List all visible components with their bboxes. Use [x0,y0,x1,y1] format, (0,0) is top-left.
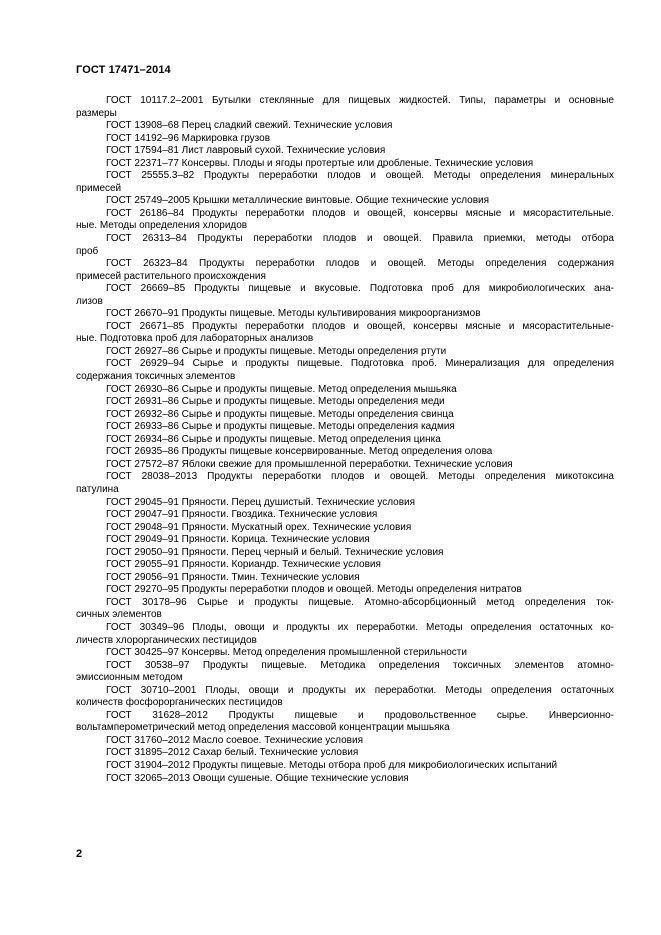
reference-entry [76,597,614,622]
reference-line-first: ГОСТ 26323–84 Продукты переработки плодов и овощей. Методы определения содержания [106,258,614,270]
reference-line-first: ГОСТ 29270–95 Продукты переработки плодов и овощей. Методы определения нитратов [106,584,522,596]
reference-entry [76,760,614,773]
reference-line-first: ГОСТ 29048–91 Пряности. Мускатный орех. Технические условия [106,521,412,533]
reference-entry [76,446,614,459]
reference-entry [76,396,614,409]
reference-line-first: ГОСТ 17594–81 Лист лавровый сухой. Технические условия [106,145,386,157]
normative-references-list [76,95,614,785]
reference-entry [76,434,614,447]
reference-entry [76,547,614,560]
reference-line-first: ГОСТ 25555.3–82 Продукты переработки плодов и овощей. Методы определения минеральных [106,170,614,182]
reference-line-first: ГОСТ 30178–96 Сырье и продукты пищевые. Атомно-абсорбционный метод определения ток- [106,596,614,608]
reference-line-continuation: ные. Методы определения хлоридов [76,220,248,232]
reference-entry [76,170,614,195]
reference-entry [76,747,614,760]
reference-entry [76,660,614,685]
reference-line-first: ГОСТ 30710–2001 Плоды, овощи и продукты их переработки. Методы определения остаточных [106,684,614,696]
reference-line-first: ГОСТ 25749–2005 Крышки металлические винтовые. Общие технические условия [106,195,490,207]
reference-line-continuation: размеры [76,107,117,119]
reference-entry [76,534,614,547]
reference-line-first: ГОСТ 26932–86 Сырье и продукты пищевые. Методы определения свинца [106,408,454,420]
reference-line-first: ГОСТ 26669–85 Продукты пищевые и вкусовые. Подготовка проб для микробиологических ана- [106,283,614,295]
reference-entry [76,584,614,597]
reference-line-first: ГОСТ 22371–77 Консервы. Плоды и ягоды протертые или дробленые. Технические условия [106,157,534,169]
reference-entry [76,409,614,422]
reference-entry [76,358,614,383]
reference-line-continuation: ные. Подготовка проб для лабораторных анализов [76,333,314,345]
reference-line-first: ГОСТ 26313–84 Продукты переработки плодов и овощей. Правила приемки, методы отбора [106,233,614,245]
reference-line-first: ГОСТ 26929–94 Сырье и продукты пищевые. Подготовка проб. Минерализация для определения [106,358,614,370]
reference-entry [76,559,614,572]
reference-line-first: ГОСТ 30538–97 Продукты пищевые. Методика определения токсичных элементов атомно- [106,659,614,671]
reference-entry [76,308,614,321]
reference-line-continuation: лизов [76,295,103,307]
reference-line-first: ГОСТ 31628–2012 Продукты пищевые и продовольственное сырье. Инверсионно- [106,709,614,721]
reference-entry [76,622,614,647]
reference-line-continuation: эмиссионным методом [76,672,183,684]
reference-entry [76,421,614,434]
reference-entry [76,208,614,233]
reference-line-continuation: количеств фосфорорганических пестицидов [76,697,283,709]
reference-line-continuation: патулина [76,483,119,495]
reference-entry [76,133,614,146]
reference-line-continuation: содержания токсичных элементов [76,371,236,383]
reference-entry [76,735,614,748]
reference-line-first: ГОСТ 26934–86 Сырье и продукты пищевые. Метод определения цинка [106,433,441,445]
reference-entry [76,509,614,522]
reference-line-first: ГОСТ 30425–97 Консервы. Метод определения промышленной стерильности [106,647,467,659]
reference-line-first: ГОСТ 26935–86 Продукты пищевые консервированные. Метод определения олова [106,446,493,458]
reference-line-first: ГОСТ 26671–85 Продукты переработки плодов и овощей, консервы мясные и мясорастительные- [106,320,614,332]
reference-line-first: ГОСТ 27572–87 Яблоки свежие для промышленной переработки. Технические условия [106,458,513,470]
reference-line-continuation: вольтамперометрический метод определения массовой концентрации мышьяка [76,722,450,734]
reference-line-continuation: личеств хлорорганических пестицидов [76,634,257,646]
reference-entry [76,145,614,158]
reference-entry [76,95,614,120]
reference-entry [76,120,614,133]
reference-line-first: ГОСТ 26933–86 Сырье и продукты пищевые. Методы определения кадмия [106,421,455,433]
reference-line-first: ГОСТ 31760–2012 Масло соевое. Технические условия [106,734,363,746]
reference-entry [76,158,614,171]
reference-line-first: ГОСТ 14192–96 Маркировка грузов [106,132,271,144]
reference-entry [76,384,614,397]
reference-entry [76,321,614,346]
reference-entry [76,710,614,735]
reference-line-first: ГОСТ 30349–96 Плоды, овощи и продукты их переработки. Методы определения остаточных ко- [106,621,614,633]
reference-line-first: ГОСТ 29055–91 Пряности. Кориандр. Технические условия [106,559,381,571]
reference-line-first: ГОСТ 31904–2012 Продукты пищевые. Методы отбора проб для микробиологических испытаний [106,759,558,771]
reference-line-first: ГОСТ 26670–91 Продукты пищевые. Методы культивирования микроорганизмов [106,308,481,320]
reference-line-first: ГОСТ 10117.2–2001 Бутылки стеклянные для пищевых жидкостей. Типы, параметры и основные [106,95,614,106]
reference-line-first: ГОСТ 28038–2013 Продукты переработки плодов и овощей. Методы определения микотоксина [106,471,614,483]
reference-line-first: ГОСТ 26927–86 Сырье и продукты пищевые. Методы определения ртути [106,345,447,357]
reference-line-continuation: сичных элементов [76,609,162,621]
reference-entry [76,346,614,359]
reference-line-first: ГОСТ 26186–84 Продукты переработки плодов и овощей, консервы мясные и мясорастительные. [106,207,614,219]
page-number: 2 [76,848,83,860]
reference-line-first: ГОСТ 29047–91 Пряности. Гвоздика. Технические условия [106,509,378,521]
reference-entry [76,195,614,208]
reference-entry [76,773,614,786]
reference-entry [76,572,614,585]
reference-entry [76,685,614,710]
reference-line-continuation: проб [76,245,99,257]
reference-entry [76,647,614,660]
reference-entry [76,258,614,283]
reference-entry [76,459,614,472]
reference-line-first: ГОСТ 26931–86 Сырье и продукты пищевые. Методы определения меди [106,396,445,408]
reference-line-first: ГОСТ 32065–2013 Овощи сушеные. Общие технические условия [106,772,409,784]
reference-line-continuation: примесей растительного происхождения [76,270,266,282]
reference-entry [76,497,614,510]
reference-line-first: ГОСТ 29045–91 Пряности. Перец душистый. Технические условия [106,496,416,508]
reference-entry [76,522,614,535]
reference-line-first: ГОСТ 29056–91 Пряности. Тмин. Технические условия [106,571,360,583]
reference-entry [76,471,614,496]
reference-entry [76,283,614,308]
reference-line-first: ГОСТ 29050–91 Пряности. Перец черный и белый. Технические условия [106,546,444,558]
page-header: ГОСТ 17471–2014 [76,64,171,76]
reference-line-first: ГОСТ 29049–91 Пряности. Корица. Технические условия [106,534,370,546]
reference-line-first: ГОСТ 31895–2012 Сахар белый. Технические условия [106,747,359,759]
reference-line-first: ГОСТ 26930–86 Сырье и продукты пищевые. Метод определения мышьяка [106,383,457,395]
reference-line-continuation: примесей [76,182,122,194]
reference-entry [76,233,614,258]
reference-line-first: ГОСТ 13908–68 Перец сладкий свежий. Технические условия [106,120,393,132]
